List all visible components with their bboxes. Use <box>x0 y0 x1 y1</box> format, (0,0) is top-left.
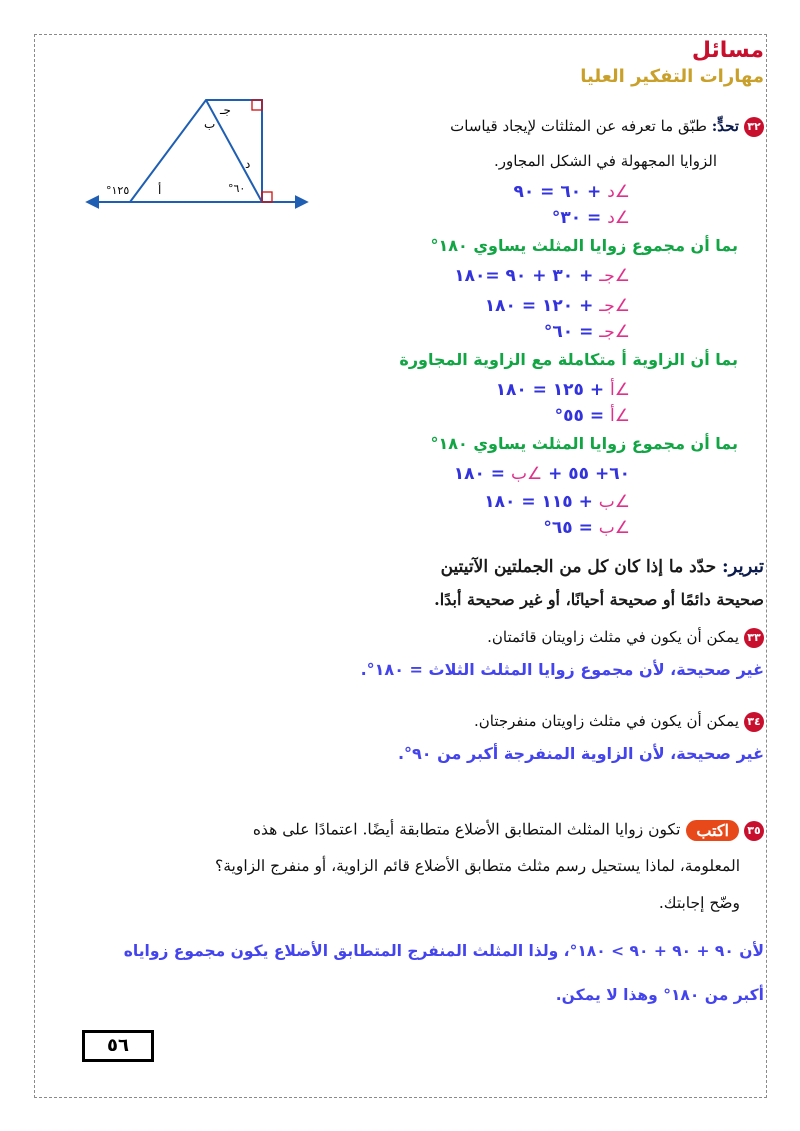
question-32-text-2: الزوايا المجهولة في الشكل المجاور. <box>494 152 717 170</box>
reasoning-label: تبرير: <box>722 556 764 577</box>
solution-line-8: ٦٠+ ٥٥ + ∠ب = ١٨٠ <box>453 464 630 484</box>
question-35-text-1: تكون زوايا المثلث المتطابق الأضلاع متطابقة أيضًا. اعتمادًا على هذه <box>252 820 681 839</box>
solution-line-1: ∠د + ٦٠ = ٩٠ <box>513 182 630 202</box>
angle-d-label: د <box>245 157 251 171</box>
question-35 <box>253 820 764 841</box>
question-number-32: ٣٢ <box>744 117 764 137</box>
question-35-text-3: وضّح إجابتك. <box>658 894 740 912</box>
solution-line-4: ∠جـ + ١٢٠ = ١٨٠ <box>484 296 630 316</box>
question-number-35: ٣٥ <box>744 821 764 841</box>
page-number: ٥٦ <box>82 1030 154 1062</box>
angle-b-label: ب <box>204 117 216 131</box>
question-34 <box>474 712 764 732</box>
reason-line-3: بما أن مجموع زوايا المثلث يساوي ١٨٠° <box>430 434 738 453</box>
angle-c-label: جـ <box>220 103 231 117</box>
question-number-34: ٣٤ <box>744 712 764 732</box>
section-subtitle: مهارات التفكير العليا <box>580 66 764 87</box>
question-number-33: ٣٣ <box>744 628 764 648</box>
solution-line-2: ∠د = ٣٠° <box>551 208 630 228</box>
question-35-text-2: المعلومة، لماذا يستحيل رسم مثلث متطابق الأضلاع قائم الزاوية، أو منفرج الزاوية؟ <box>214 857 740 875</box>
right-angle-top <box>252 100 262 110</box>
answer-35-line-2: أكبر من ١٨٠° وهذا لا يمكن. <box>555 986 764 1004</box>
reason-line-2: بما أن الزاوية أ متكاملة مع الزاوية المجاورة <box>399 350 738 369</box>
answer-33: غير صحيحة، لأن مجموع زوايا المثلث الثلاث = ١٨٠°. <box>360 660 764 679</box>
reasoning-heading <box>441 556 764 577</box>
reasoning-text: حدّد ما إذا كان كل من الجملتين الآتيتين <box>440 557 717 577</box>
angle-125-label: °١٢٥ <box>106 184 130 197</box>
solution-line-5: ∠جـ = ٦٠° <box>543 322 630 342</box>
write-badge: اكتب <box>686 820 739 841</box>
reasoning-text-2: صحيحة دائمًا أو صحيحة أحيانًا، أو غير صحيحة أبدًا. <box>434 590 764 609</box>
challenge-label: تحدٍّ: <box>711 117 739 135</box>
question-32 <box>450 117 764 137</box>
answer-34: غير صحيحة، لأن الزاوية المنفرجة أكبر من ٩٠°. <box>397 744 764 763</box>
angle-60-label: °٦٠ <box>228 182 246 195</box>
angle-a-label: أ <box>158 183 162 197</box>
question-32-text: طبّق ما تعرفه عن المثلثات لإيجاد قياسات <box>450 117 707 135</box>
triangle-figure <box>82 92 312 212</box>
question-33-text: يمكن أن يكون في مثلث زاويتان قائمتان. <box>487 628 739 646</box>
section-title: مسائل <box>691 38 764 63</box>
solution-line-9: ∠ب + ١١٥ = ١٨٠ <box>484 492 630 512</box>
right-angle-bottom <box>262 192 272 202</box>
question-33 <box>487 628 764 648</box>
question-34-text: يمكن أن يكون في مثلث زاويتان منفرجتان. <box>473 712 739 730</box>
reason-line-1: بما أن مجموع زوايا المثلث يساوي ١٨٠° <box>430 236 738 255</box>
solution-line-6: ∠أ + ١٢٥ = ١٨٠ <box>495 380 630 400</box>
answer-35-line-1: لأن ٩٠ + ٩٠ + ٩٠ > ١٨٠°، ولذا المثلث المنفرج المتطابق الأضلاع يكون مجموع زواياه <box>123 942 764 960</box>
solution-line-7: ∠أ = ٥٥° <box>554 406 630 426</box>
solution-line-10: ∠ب = ٦٥° <box>543 518 630 538</box>
solution-line-3: ∠جـ + ٣٠ + ٩٠ =١٨٠ <box>454 266 630 286</box>
